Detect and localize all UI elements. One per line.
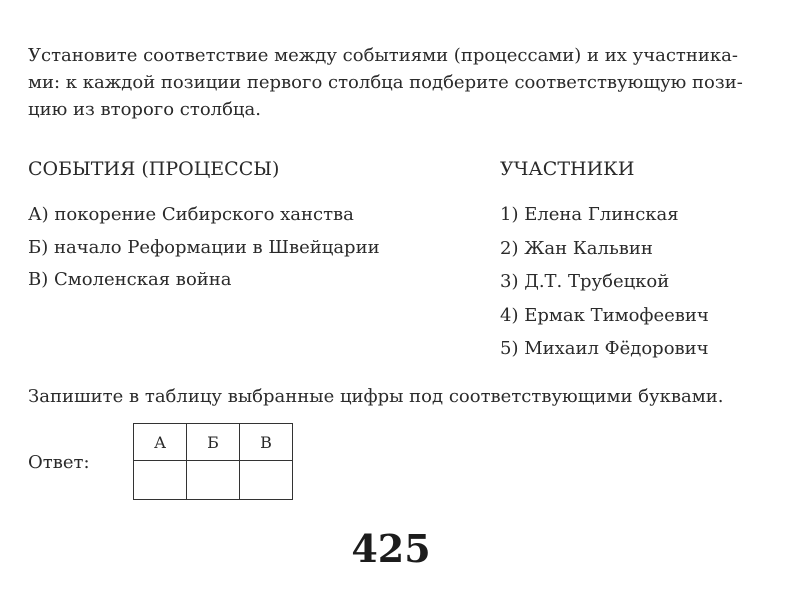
participant-item-5: 5) Михаил Фёдорович <box>500 338 709 359</box>
instructions-line-2: ми: к каждой позиции первого столбца подберите соответствующую пози- <box>28 72 743 93</box>
event-item-v: В) Смоленская война <box>28 269 232 290</box>
participant-item-3: 3) Д.Т. Трубецкой <box>500 271 670 292</box>
events-column-heading: СОБЫТИЯ (ПРОЦЕССЫ) <box>28 158 280 180</box>
instructions-line-1: Установите соответствие между событиями (процессами) и их участника- <box>28 45 738 66</box>
answer-cell-v[interactable] <box>240 461 293 500</box>
page-number <box>0 526 800 571</box>
answer-cell-b[interactable] <box>187 461 240 500</box>
participant-item-2: 2) Жан Кальвин <box>500 237 653 259</box>
page-number-text: 425 <box>351 526 431 571</box>
answer-value-row <box>134 461 293 500</box>
answer-cell-a[interactable] <box>134 461 187 500</box>
task-instructions <box>28 42 774 123</box>
event-item-a: А) покорение Сибирского ханства <box>28 204 354 225</box>
answer-label: Ответ: <box>28 452 90 473</box>
participant-item-4: 4) Ермак Тимофеевич <box>500 304 709 326</box>
answer-header-row <box>134 424 293 461</box>
answer-table <box>133 423 293 500</box>
answer-header-a: А <box>134 424 187 461</box>
answer-header-b: Б <box>187 424 240 461</box>
instructions-line-3: цию из второго столбца. <box>28 99 261 120</box>
participant-item-1: 1) Елена Глинская <box>500 204 679 225</box>
events-list <box>28 204 380 302</box>
answer-header-v: В <box>240 424 293 461</box>
answer-instruction: Запишите в таблицу выбранные цифры под соответствующими буквами. <box>28 386 724 407</box>
event-item-b: Б) начало Реформации в Швейцарии <box>28 236 380 258</box>
participants-list <box>500 204 709 372</box>
participants-column-heading: УЧАСТНИКИ <box>500 158 635 180</box>
